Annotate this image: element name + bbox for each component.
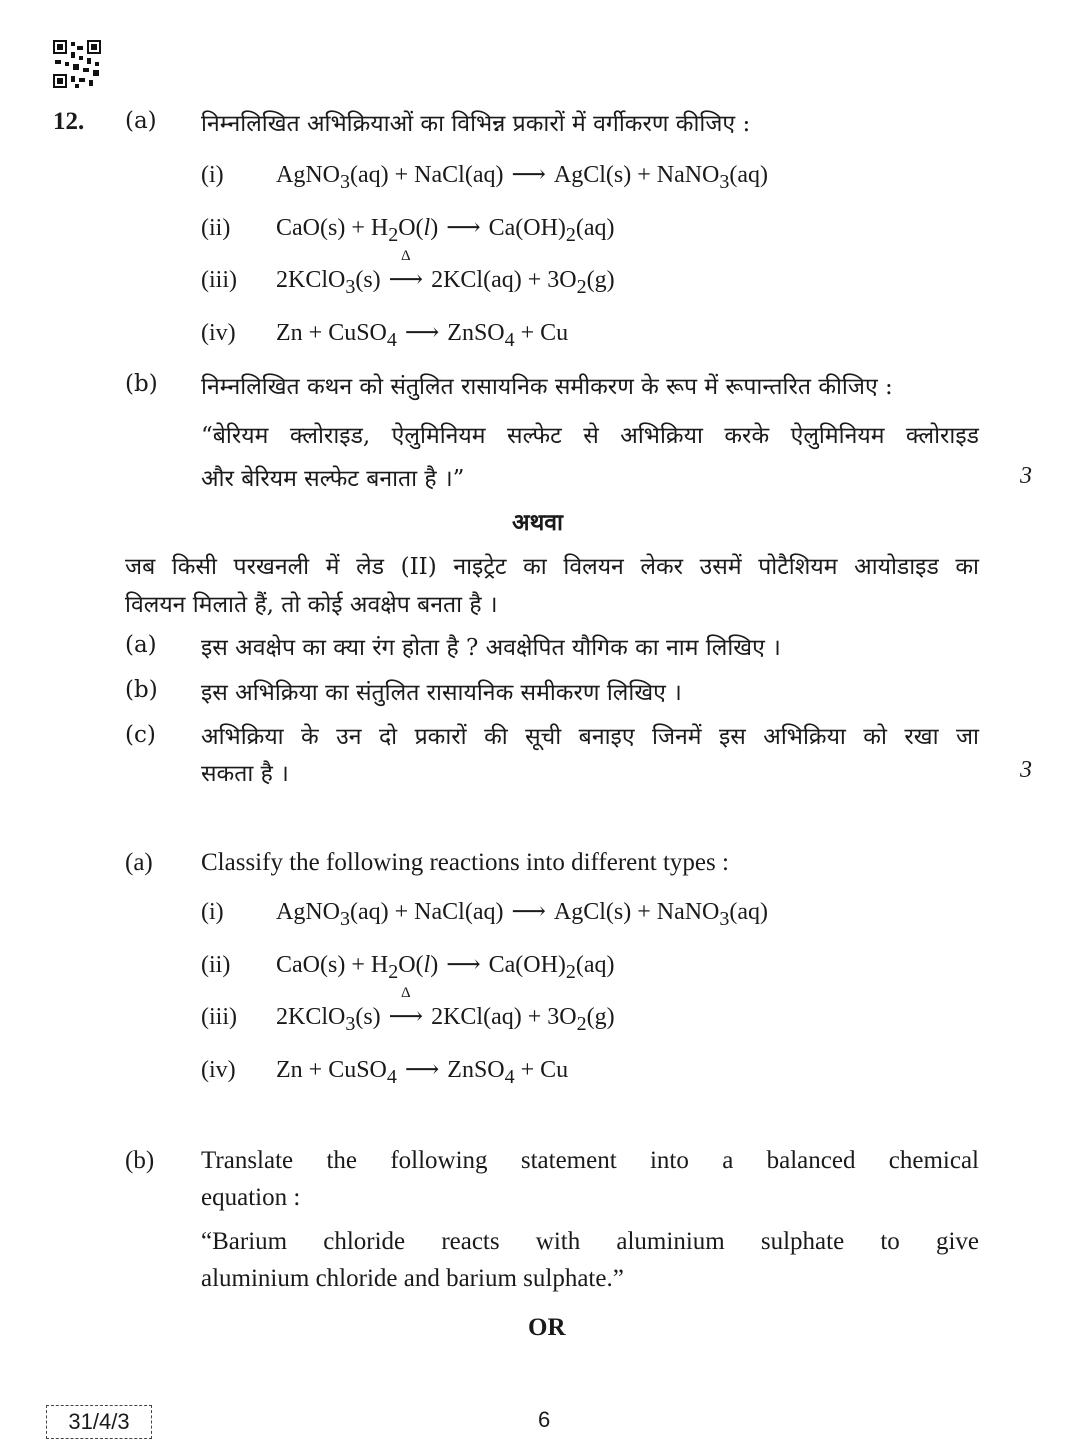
hindi-quote-line-2: और बेरियम सल्फेट बनाता है ।” — [201, 466, 465, 492]
hindi-part-a-text: निम्नलिखित अभिक्रियाओं का विभिन्न प्रकारों में वर्गीकरण कीजिए : — [201, 111, 751, 137]
english-quote-line-2: aluminium chloride and barium sulphate.” — [201, 1265, 624, 1292]
hindi-alt-a-label: (a) — [125, 632, 157, 658]
arrow-icon: ⟶ — [404, 1057, 440, 1083]
marks-2: 3 — [1020, 757, 1032, 783]
english-reaction-3: (iii) 2KClO$_3$(s) Δ ⟶ $2KCl(aq) + 3O_2(g)$ — [201, 985, 615, 1035]
hindi-part-b-text: निम्नलिखित कथन को संतुलित रासायनिक समीकरण के रूप में रूपान्तरित कीजिए : — [201, 374, 893, 400]
hindi-alt-b-text: इस अभिक्रिया का संतुलित रासायनिक समीकरण लिखिए । — [201, 680, 682, 706]
qr-code-icon — [53, 40, 101, 88]
heat-arrow-icon: Δ ⟶ — [388, 985, 424, 1030]
hindi-reaction-1: (i) AgNO$_3$(aq) + NaCl(aq) ⟶ AgCl(s) + NaNO$_3$(aq) — [201, 162, 769, 193]
hindi-alt-c-label: (c) — [125, 722, 156, 748]
arrow-icon: ⟶ — [446, 215, 481, 241]
english-part-b-line-2: equation : — [201, 1184, 301, 1211]
english-part-a-label: (a) — [125, 849, 153, 876]
english-part-b-line-1: Translate the following statement into a balanced chemical — [201, 1147, 979, 1174]
english-quote-line-1: “Barium chloride reacts with aluminium sulphate to give — [201, 1228, 979, 1255]
hindi-or-separator: अथवा — [512, 509, 564, 536]
arrow-icon: ⟶ — [511, 899, 546, 925]
arrow-icon: ⟶ — [511, 162, 546, 188]
english-part-b-label: (b) — [125, 1147, 155, 1174]
arrow-icon: ⟶ — [404, 320, 440, 346]
page-number: 6 — [538, 1407, 551, 1432]
english-part-a-text: Classify the following reactions into different types : — [201, 849, 729, 876]
hindi-reaction-2: (ii) $CaO(s) + H_2O(l)$ ⟶ $Ca(OH)_2(aq)$ — [201, 215, 615, 246]
hindi-reaction-3: (iii) 2KClO$_3$(s) Δ ⟶ $2KCl(aq) + 3O_2(g)$ — [201, 248, 615, 298]
arrow-icon: ⟶ — [446, 952, 481, 978]
english-reaction-1: (i) AgNO$_3$(aq) + NaCl(aq) ⟶ AgCl(s) + NaNO$_3$(aq) — [201, 899, 769, 930]
question-number: 12. — [53, 108, 85, 135]
hindi-alt-a-text: इस अवक्षेप का क्या रंग होता है ? अवक्षेपित यौगिक का नाम लिखिए । — [201, 635, 781, 661]
hindi-alt-c-line-2: सकता है । — [201, 761, 289, 787]
marks-1: 3 — [1020, 463, 1032, 489]
paper-code: 31/4/3 — [46, 1405, 152, 1439]
english-or-separator: OR — [528, 1314, 566, 1341]
hindi-reaction-4: (iv) Zn + CuSO$_4$ ⟶ ZnSO$_4$ + Cu — [201, 320, 569, 351]
english-reaction-4: (iv) Zn + CuSO$_4$ ⟶ ZnSO$_4$ + Cu — [201, 1057, 569, 1088]
hindi-alt-c-line-1: अभिक्रिया के उन दो प्रकारों की सूची बनाइए जिनमें इस अभिक्रिया को रखा जा — [201, 724, 979, 750]
heat-arrow-icon: Δ ⟶ — [388, 248, 424, 293]
hindi-quote-line-1: “बेरियम क्लोराइड, ऐलुमिनियम सल्फेट से अभिक्रिया करके ऐलुमिनियम क्लोराइड — [201, 423, 979, 449]
english-reaction-2: (ii) $CaO(s) + H_2O(l)$ ⟶ $Ca(OH)_2(aq)$ — [201, 952, 615, 983]
hindi-alt-line-2: विलयन मिलाते हैं, तो कोई अवक्षेप बनता है । — [125, 592, 498, 618]
hindi-part-b-label: (b) — [125, 371, 158, 397]
hindi-alt-line-1: जब किसी परखनली में लेड (II) नाइट्रेट का विलयन लेकर उसमें पोटैशियम आयोडाइड का — [125, 554, 979, 580]
hindi-alt-b-label: (b) — [125, 677, 158, 703]
hindi-part-a-label: (a) — [125, 108, 157, 134]
